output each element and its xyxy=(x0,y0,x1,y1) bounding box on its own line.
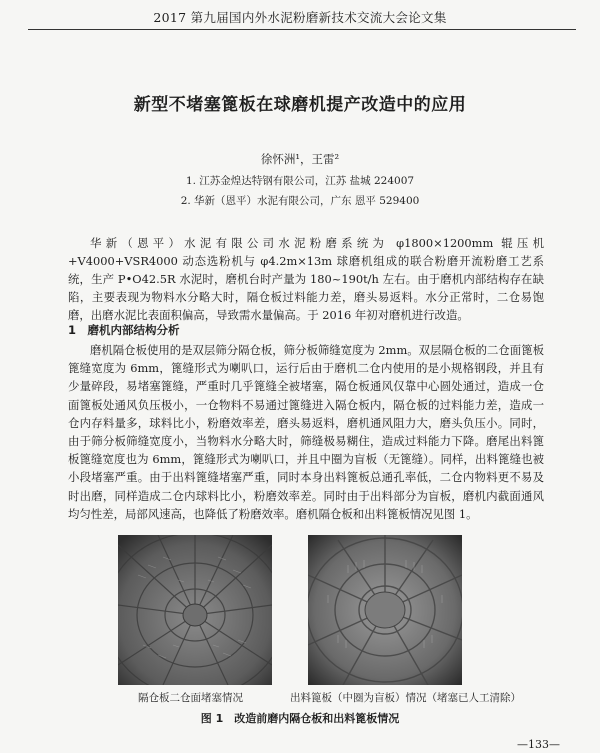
subcaption-left: 隔仓板二仓面堵塞情况 xyxy=(138,692,243,704)
affiliation-2: 2. 华新（恩平）水泥有限公司，广东 恩平 529400 xyxy=(180,195,420,207)
running-header: 2017 第九届国内外水泥粉磨新技术交流大会论文集 xyxy=(153,10,447,25)
affiliation-1: 1. 江苏金煌达特钢有限公司，江苏 盐城 224007 xyxy=(185,175,415,187)
subcaption-right: 出料篦板（中圈为盲板）情况（堵塞已人工清除） xyxy=(290,692,521,704)
section-heading-1: 1 磨机内部结构分析 xyxy=(68,323,180,337)
abstract-paragraph: 华新（恩平）水泥有限公司水泥粉磨系统为 φ1800×1200mm 辊压机 +V4000+VSR4000 动态选粉机与 φ4.2m×13m 球磨机组成的联合粉磨开流粉磨工艺系统，生产 P•O42.5R 水泥时，磨机台时产量为 180~190t/h 左右。由于磨机内部结构存在缺陷，主要表现为物料水分略大时，隔仓板过料能力差，磨头易返料。水分正常时，二仓易饱磨，出磨水泥比表面积偏高，导致需水量偏高。于 2016 年初对磨机进行改造。 xyxy=(68,236,544,322)
discharge-plate-photo xyxy=(308,535,462,685)
paper-authors: 徐怀洲¹，王雷² xyxy=(260,152,340,166)
header-rule xyxy=(28,29,576,30)
partition-plate-photo xyxy=(118,535,272,685)
page-number: —133— xyxy=(517,738,560,751)
figure-caption: 图 1 改造前磨内隔仓板和出料篦板情况 xyxy=(200,712,400,725)
paper-title: 新型不堵塞篦板在球磨机提产改造中的应用 xyxy=(133,95,467,115)
section-1-paragraph: 磨机隔仓板使用的是双层筛分隔仓板，筛分板筛缝宽度为 2mm。双层隔仓板的二仓面篦板篦缝宽度为 6mm，篦缝形式为喇叭口，运行后由于磨机二仓内使用的是小规格钢段，并且有少量碎段，易堵塞篦缝，严重时几乎篦缝全被堵塞，隔仓板通风仅靠中心圆处通过，造成一仓面篦板处通风负压极小，一仓物料不易通过篦缝进入隔仓板内，隔仓板的过料能力差，造成一仓内存料量多，球料比小，粉磨效率差，磨头易返料，磨机通风阻力大，磨头负压小。同时，由于筛分板筛缝宽度小，当物料水分略大时，筛缝极易糊住，造成过料能力下降。磨尾出料篦板篦缝宽度也为 6mm，篦缝形式为喇叭口，并且中圈为盲板（无篦缝）。同样，出料篦缝也被小段堵塞严重。由于出料篦缝堵塞严重，同时本身出料篦板总通孔率低，二仓内物料更不易及时出磨，同样造成二仓内球料比小，粉磨效率差。同时由于出料部分为盲板，磨机内截面通风均匀性差，局部风速高，也降低了粉磨效率。磨机隔仓板和出料篦板情况见图 1。 xyxy=(68,343,544,521)
